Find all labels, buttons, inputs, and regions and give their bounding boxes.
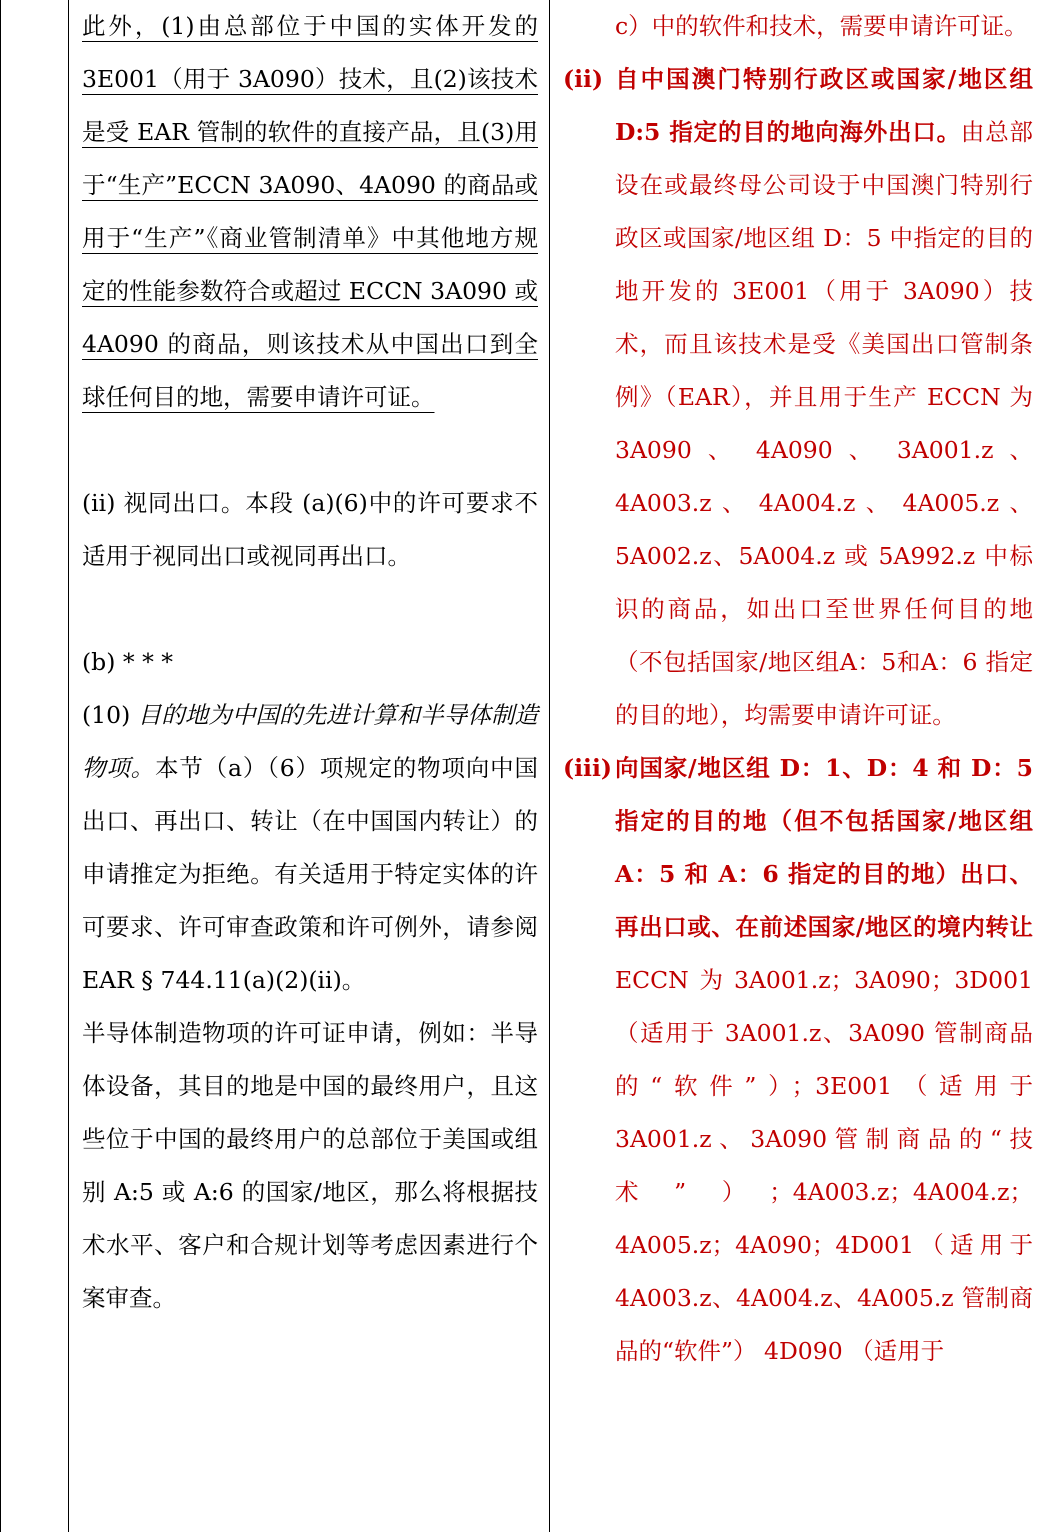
deemed-export-paragraph: (ii) 视同出口。本段 (a)(6)中的许可要求不适用于视同出口或视同再出口。 [82, 489, 538, 570]
table-border-left [0, 0, 1, 1532]
table-column-divider [549, 0, 550, 1532]
item-ii [563, 53, 1033, 742]
paragraph-10 [82, 689, 538, 1007]
item-ii-heading: 自中国澳门特别行政区或国家/地区组 D:5 指定的目的地向海外出口。 [615, 65, 1033, 146]
underlined-paragraph: 此外，(1)由总部位于中国的实体开发的 3E001（用于 3A090）技术，且(2)该技术是受 EAR 管制的软件的直接产品，且(3)用于“生产”ECCN 3A090、4A090 的商品或用于“生产”《商业管制清单》中其他地方规定的性能参数符合或超过 ECCN 3A090 或 4A090 的商品，则该技术从中国出口到全球任何目的地，需要申请许可证。 [82, 12, 538, 411]
table-border-inner [68, 0, 69, 1532]
semiconductor-paragraph: 半导体制造物项的许可证申请，例如：半导体设备，其目的地是中国的最终用户，且这些位于中国的最终用户的总部位于美国或组别 A:5 或 A:6 的国家/地区，那么将根据技术水平、客户和合规计划等考虑因素进行个案审查。 [82, 1019, 538, 1312]
paragraph-10-number: (10) [82, 701, 131, 729]
item-iii-body: ECCN为3A001.z；3A090；3D001（适用于 3A001.z、3A090 管制商品的“软件”）；3E001（适用于3A001.z、3A090管制商品的“技术”）；4A003.z；4A004.z；4A005.z；4A090；4D001（适用于4A003.z、4A004.z、4A005.z 管制商品的“软件”） 4D090 （适用于 [615, 966, 1033, 1365]
item-iii [563, 742, 1033, 1378]
left-column [82, 0, 538, 1325]
paragraph-10-body: 本节（a）（6）项规定的物项向中国出口、再出口、转让（在中国国内转让）的申请推定为拒绝。有关适用于特定实体的许可要求、许可审查政策和许可例外，请参阅 EAR § 744.11(a)(2)(ii)。 [82, 754, 539, 994]
section-b-marker: (b) * * * [82, 648, 174, 676]
paragraph-10-title: 目的地为中国的先进计算和半导体制造物项。 [82, 701, 538, 782]
item-ii-body: 由总部设在或最终母公司设于中国澳门特别行政区或国家/地区组 D：5 中指定的目的地开发的 3E001（用于 3A090）技术，而且该技术是受《美国出口管制条例》（EAR），并且用于生产 ECCN 为 3A090 、 4A090 、 3A001.z 、 4A003.z 、 4A004.z 、 4A005.z 、 5A002.z、5A004.z 或 5A992.z 中标识的商品，如出口至世界任何目的地（不包括国家/地区组A：5和A：6 指定的目的地），均需要申请许可证。 [615, 118, 1033, 729]
continued-text: c）中的软件和技术，需要申请许可证。 [615, 12, 1028, 40]
right-column [563, 0, 1033, 1378]
item-iii-label: (iii) [563, 754, 613, 782]
item-iii-heading: 向国家/地区组 D：1、D：4 和 D：5 指定的目的地（但不包括国家/地区组 A：5 和 A：6 指定的目的地）出口、再出口或、在前述国家/地区的境内转让 [615, 754, 1033, 941]
item-ii-label: (ii) [563, 65, 604, 93]
